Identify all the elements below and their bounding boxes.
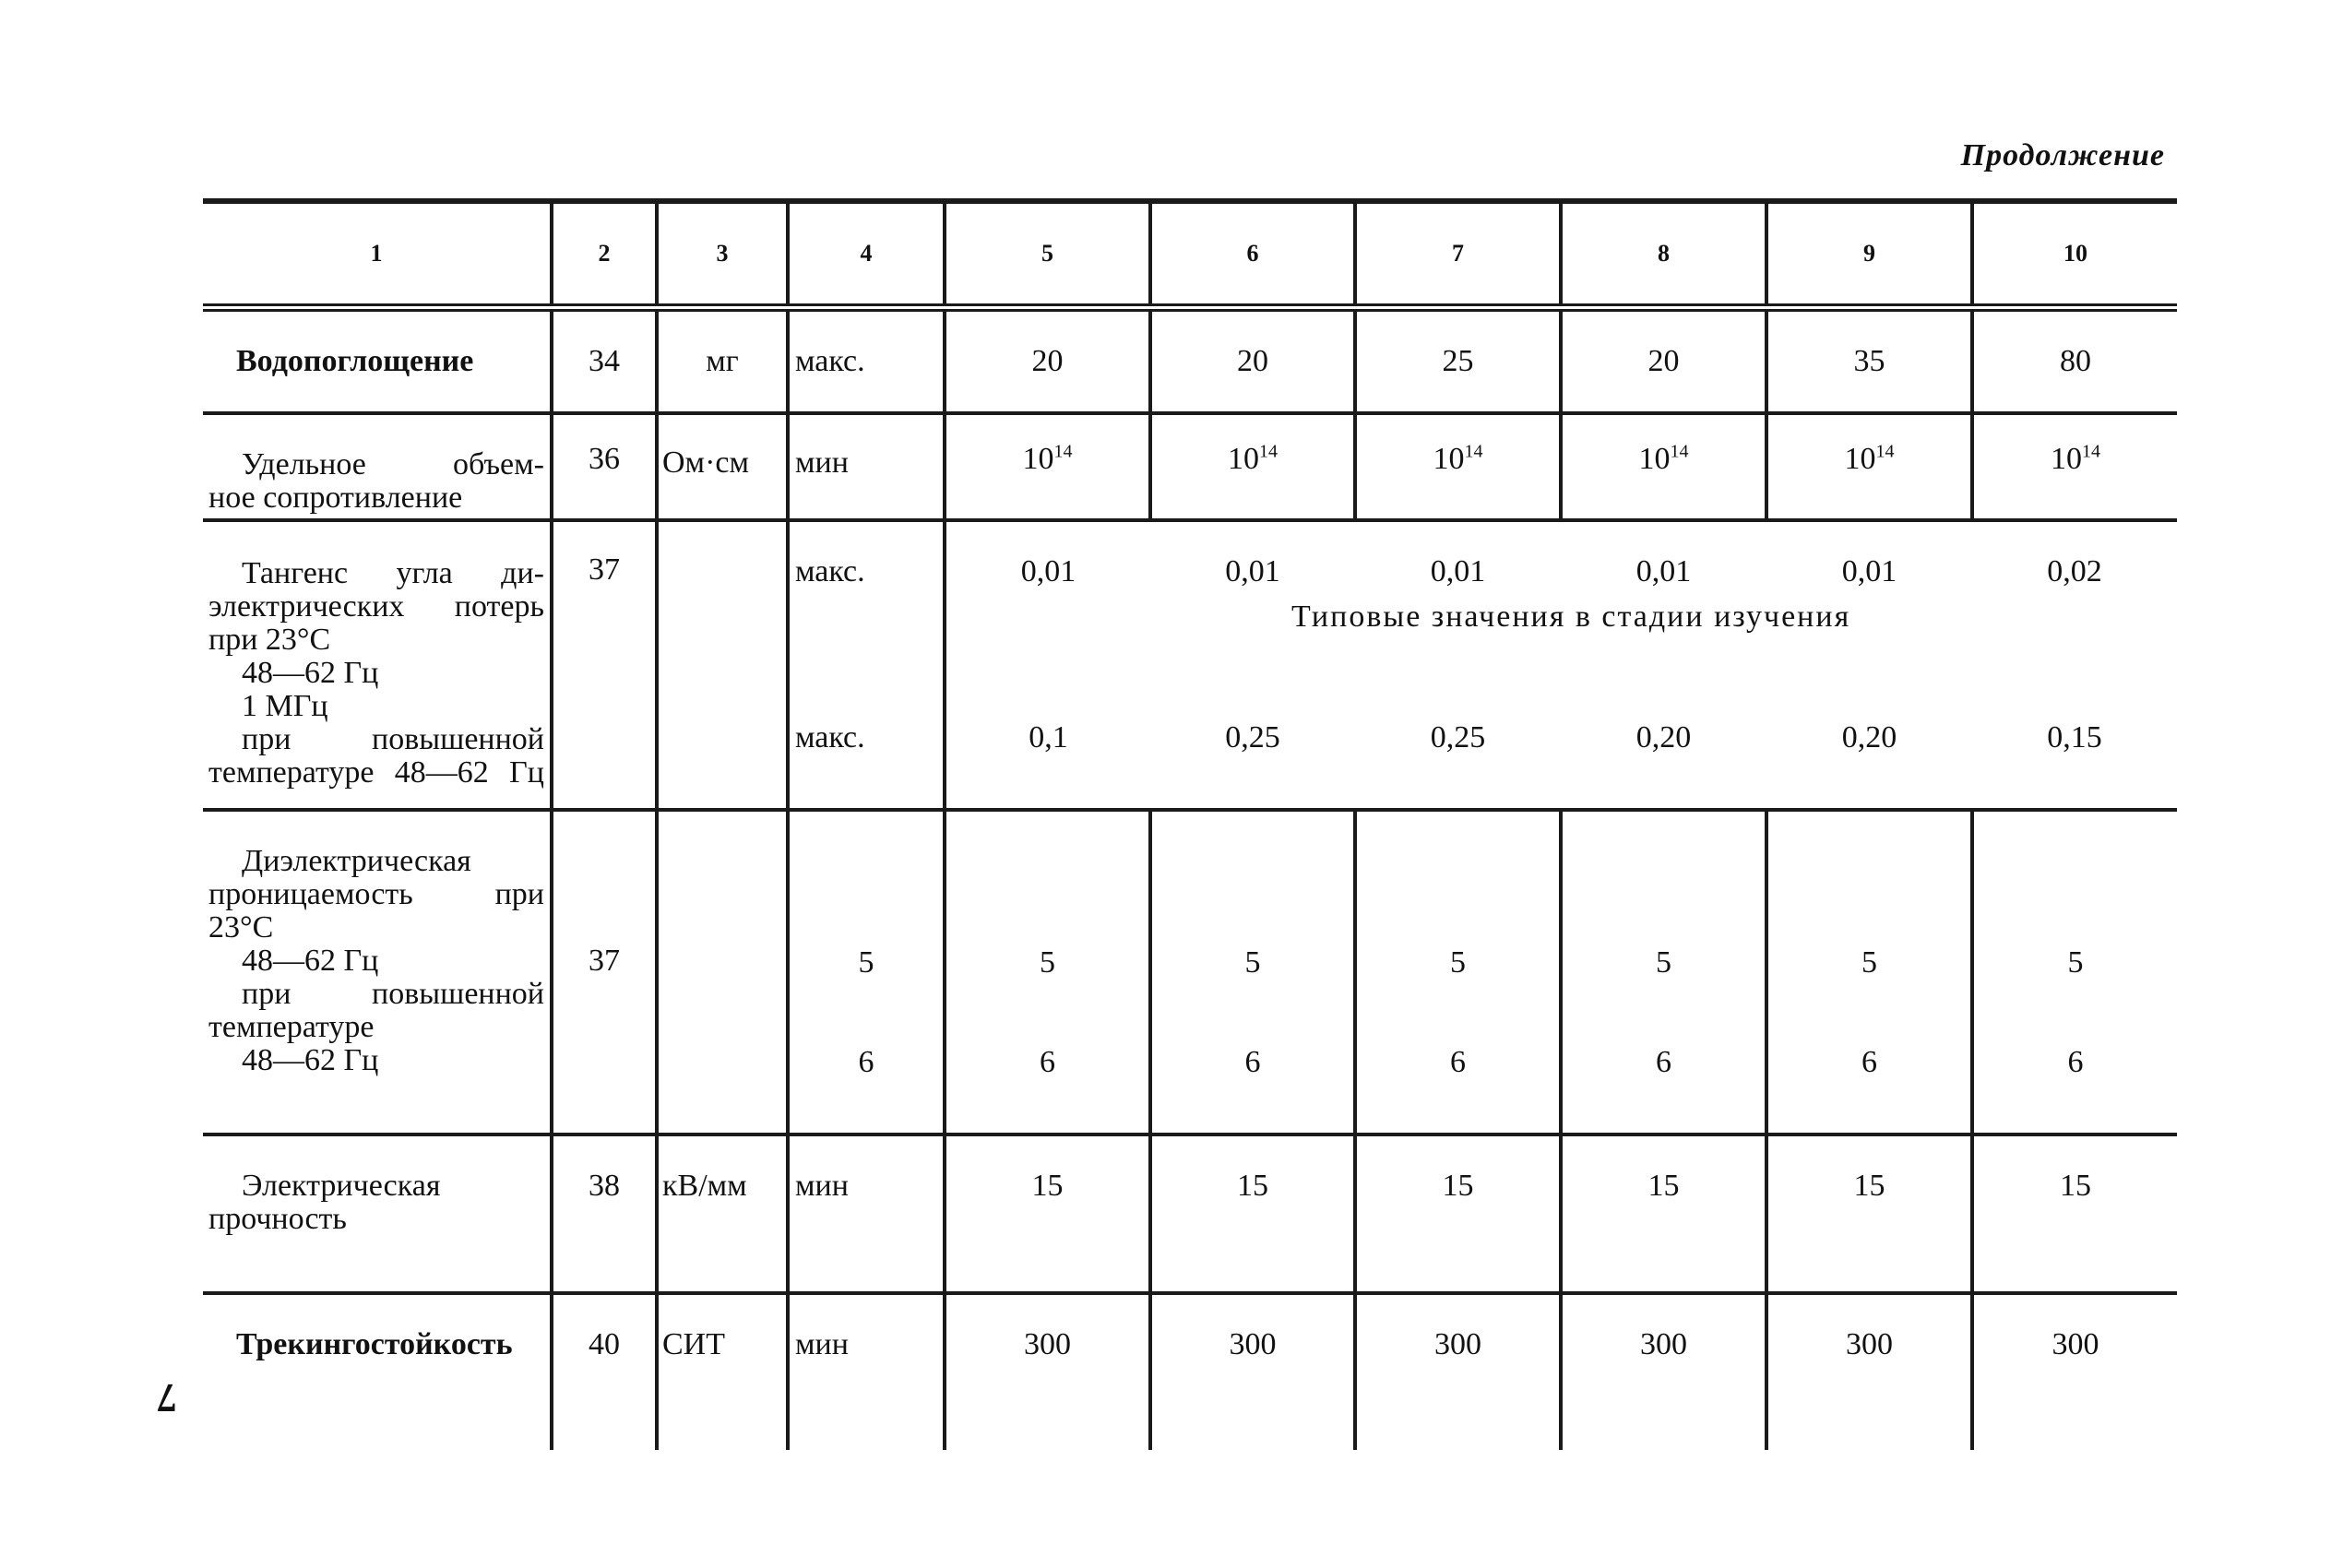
column-number-row xyxy=(203,201,2177,308)
table-row xyxy=(203,1134,2177,1293)
property-name: Электрическая прочность xyxy=(203,1134,552,1293)
value-cell: 0,01 0,1 xyxy=(945,520,1150,810)
value-cell: 5 6 xyxy=(1355,810,1561,1134)
value-cell xyxy=(1561,413,1766,520)
value-cell: 0,01 0,25 xyxy=(1355,520,1561,810)
value-cell: 0,02 0,15 xyxy=(1972,520,2177,810)
value-cell: 0,01 0,20 xyxy=(1561,520,1766,810)
power-base: 10 xyxy=(2051,441,2082,476)
value-cell xyxy=(1766,413,1972,520)
continuation-label: Продолжение xyxy=(1960,138,2165,172)
value-cell: 5 6 xyxy=(1561,810,1766,1134)
value-cell: 300 xyxy=(1766,1293,1972,1450)
column-header: 1 xyxy=(203,201,552,308)
limit-cell: 5 6 xyxy=(788,810,945,1134)
clause-number: 36 xyxy=(552,413,657,520)
power-base: 10 xyxy=(1844,441,1876,476)
property-name: Удельное объем- ное сопротивление xyxy=(203,413,552,520)
value-cell: 20 xyxy=(1561,308,1766,413)
clause-number: 38 xyxy=(552,1134,657,1293)
value-cell: 300 xyxy=(1150,1293,1355,1450)
limit-max-2: макс. xyxy=(795,719,865,754)
limit-cell: макс. xyxy=(788,308,945,413)
value-cell: 300 xyxy=(1355,1293,1561,1450)
column-header: 8 xyxy=(1561,201,1766,308)
column-header: 4 xyxy=(788,201,945,308)
value-cell: 35 xyxy=(1766,308,1972,413)
unit-cell xyxy=(657,810,788,1134)
value-cell: 5 6 xyxy=(1150,810,1355,1134)
table-row xyxy=(203,520,2177,810)
value-cell: 0,01 0,25 xyxy=(1150,520,1355,810)
value-cell: 15 xyxy=(1150,1134,1355,1293)
column-header: 9 xyxy=(1766,201,1972,308)
property-name: Диэлектрическая проницаемость при 23°С 48—62 Гц при повышенной температуре 48—62 Гц xyxy=(203,810,552,1134)
power-base: 10 xyxy=(1638,441,1671,476)
column-header: 3 xyxy=(657,201,788,308)
unit-cell: мг xyxy=(657,308,788,413)
value-cell: 5 6 xyxy=(1972,810,2177,1134)
property-name: Водопоглощение xyxy=(203,308,552,413)
power-exponent: 14 xyxy=(1464,441,1483,462)
limit-cell: мин xyxy=(788,1293,945,1450)
clause-number: 37 xyxy=(552,520,657,810)
column-header: 7 xyxy=(1355,201,1561,308)
column-header: 6 xyxy=(1150,201,1355,308)
power-exponent: 14 xyxy=(1259,441,1278,462)
value-cell: 15 xyxy=(1766,1134,1972,1293)
limit-cell: мин xyxy=(788,413,945,520)
power-exponent: 14 xyxy=(1875,441,1895,462)
value-cell: 300 xyxy=(945,1293,1150,1450)
value-cell xyxy=(945,413,1150,520)
unit-cell: Ом·см xyxy=(657,413,788,520)
unit-cell xyxy=(657,520,788,810)
power-exponent: 14 xyxy=(1670,441,1689,462)
clause-number: 34 xyxy=(552,308,657,413)
table-row xyxy=(203,413,2177,520)
power-base: 10 xyxy=(1433,441,1465,476)
value-cell: 300 xyxy=(1972,1293,2177,1450)
value-cell: 15 xyxy=(1355,1134,1561,1293)
power-base: 10 xyxy=(1022,441,1054,476)
value-cell: 15 xyxy=(1972,1134,2177,1293)
table-row xyxy=(203,308,2177,413)
column-header: 5 xyxy=(945,201,1150,308)
property-name: Трекингостойкость xyxy=(203,1293,552,1450)
clause-number: 40 xyxy=(552,1293,657,1450)
page-number: 7 xyxy=(157,1375,177,1420)
power-exponent: 14 xyxy=(1053,441,1073,462)
value-cell: 20 xyxy=(945,308,1150,413)
value-cell: 25 xyxy=(1355,308,1561,413)
typical-values-note: Типовые значения в стадии изучения xyxy=(1291,600,1851,634)
power-base: 10 xyxy=(1228,441,1259,476)
value-cell: 5 6 xyxy=(1766,810,1972,1134)
column-header: 10 xyxy=(1972,201,2177,308)
unit-cell: СИТ xyxy=(657,1293,788,1450)
value-cell: 20 xyxy=(1150,308,1355,413)
table-row xyxy=(203,810,2177,1134)
power-exponent: 14 xyxy=(2082,441,2100,462)
clause-number: 37 xyxy=(552,810,657,1134)
value-cell: 15 xyxy=(1561,1134,1766,1293)
property-name: Тангенс угла ди- электрических потерь при 23°С 48—62 Гц 1 МГц при повышенной температуре 48—62 Гц xyxy=(203,520,552,810)
value-cell: 15 xyxy=(945,1134,1150,1293)
column-header: 2 xyxy=(552,201,657,308)
limit-max-1: макс. xyxy=(795,553,865,588)
table-row xyxy=(203,1293,2177,1450)
specification-table xyxy=(203,198,2177,1450)
value-cell xyxy=(1355,413,1561,520)
value-cell: 80 xyxy=(1972,308,2177,413)
limit-cell: мин xyxy=(788,1134,945,1293)
value-cell: 0,01 0,20 xyxy=(1766,520,1972,810)
limit-cell xyxy=(788,520,945,810)
value-cell: 300 xyxy=(1561,1293,1766,1450)
value-cell xyxy=(1150,413,1355,520)
unit-cell: кВ/мм xyxy=(657,1134,788,1293)
value-cell xyxy=(1972,413,2177,520)
value-cell: 5 6 xyxy=(945,810,1150,1134)
